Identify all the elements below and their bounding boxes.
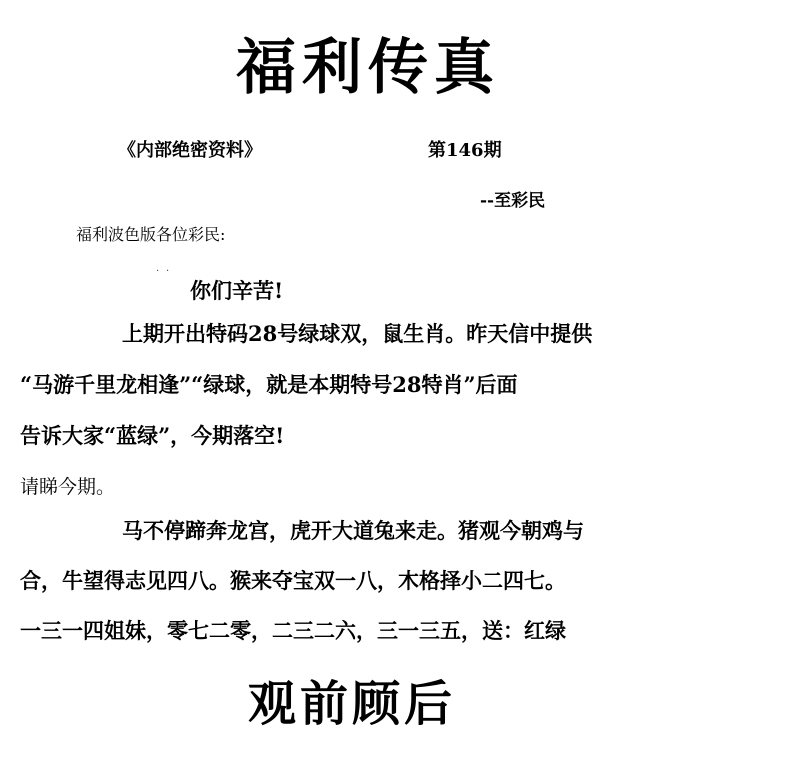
document-title: 福利传真: [236, 33, 500, 103]
paragraph1-line: 上期开出特码28号绿球双，鼠生肖。昨天信中提供: [122, 321, 593, 346]
paragraph2-line: 马不停蹄奔龙宫，虎开大道兔来走。猪观今朝鸡与: [122, 518, 584, 543]
footer-phrase: 观前顾后: [248, 676, 457, 732]
paragraph2-line: 合，牛望得志见四八。猴来夺宝双一八，木格择小二四七。: [20, 568, 566, 593]
recipient-line: --至彩民: [480, 191, 546, 211]
please-see-line: 请睇今期。: [20, 476, 116, 498]
speck-mark: ·: [156, 266, 160, 277]
issue-number: 第146期: [428, 140, 502, 161]
letter-salutation: 你们辛苦!: [190, 278, 284, 303]
paragraph1-line: 告诉大家“蓝绿”，今期落空!: [20, 423, 285, 448]
letter-greeting: 福利波色版各位彩民:: [76, 225, 226, 244]
speck-mark: ·: [166, 266, 170, 277]
confidential-subtitle: 《内部绝密资料》: [118, 140, 262, 161]
paragraph2-line: 一三一四姐妹，零七二零，二三二六，三一三五，送：红绿: [20, 618, 566, 643]
paragraph1-line: “马游千里龙相逢”“绿球，就是本期特号28特肖”后面: [20, 372, 518, 397]
